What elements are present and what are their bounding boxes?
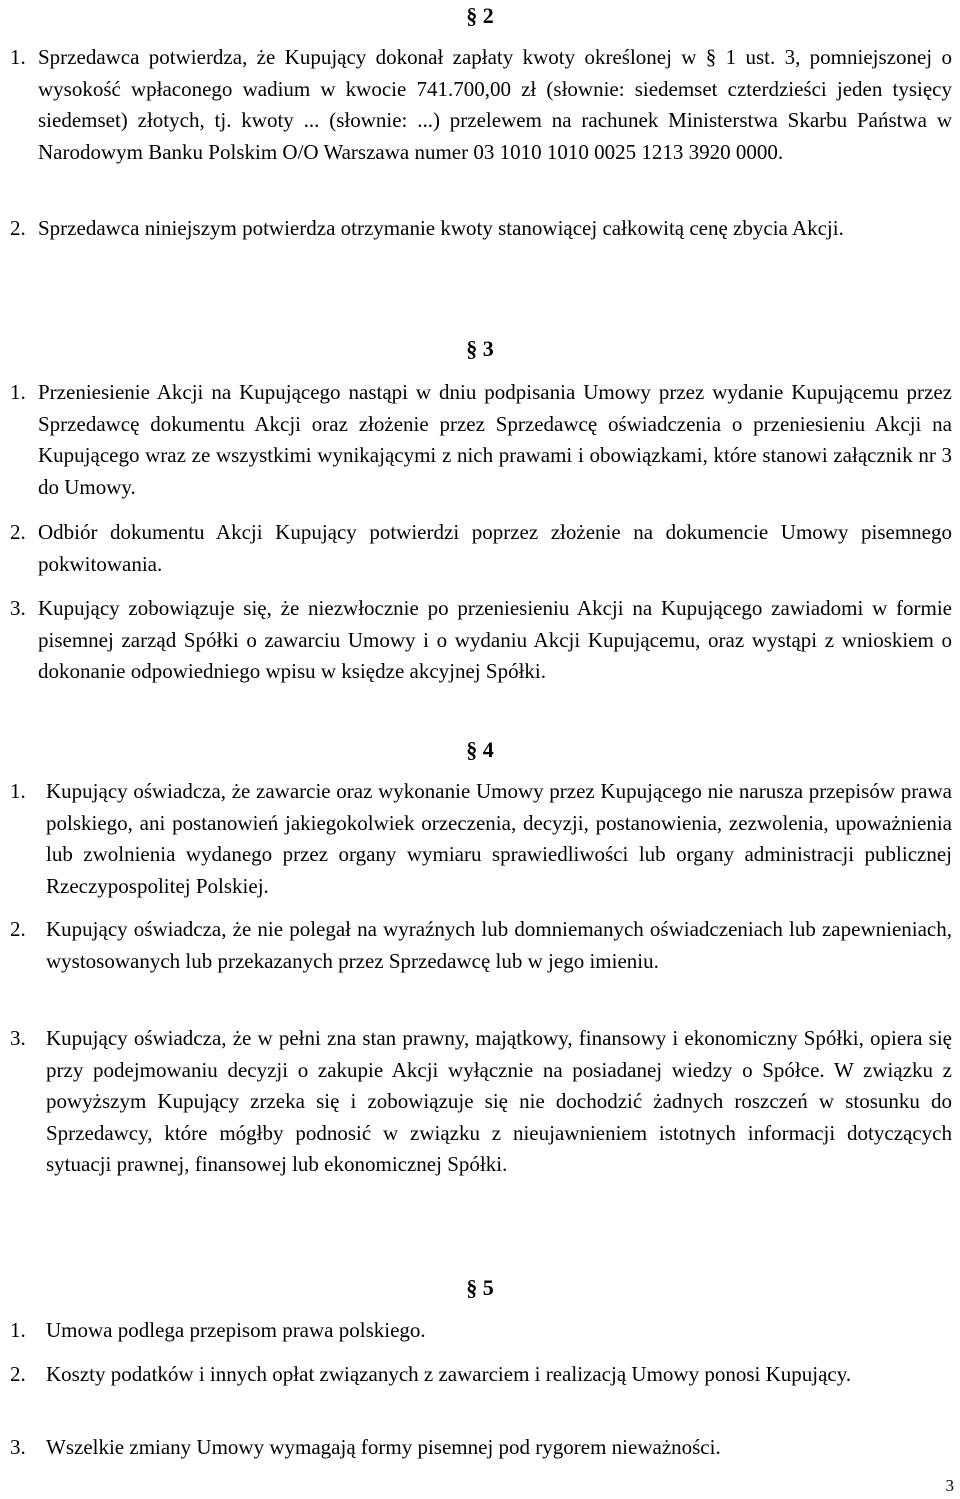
item-number: 1. [10, 1318, 26, 1342]
section-title: § 3 [466, 336, 494, 361]
list-item [10, 213, 952, 245]
item-text: Przeniesienie Akcji na Kupującego nastąpi w dniu podpisania Umowy przez wydanie Kupującemu przez Sprzedawcę dokumentu Akcji oraz złożenie przez Sprzedawcę oświadczenia o przeniesieniu Akcji na Kupującego wraz ze wszystkimi wynikającymi z nich prawami i obowiązkami, które stanowi załącznik nr 3 do Umowy. [38, 380, 952, 499]
item-number: 1. [10, 45, 26, 69]
page-number: 3 [945, 1476, 954, 1495]
list-item [10, 517, 952, 580]
item-number: 2. [10, 917, 26, 941]
list-item [10, 1359, 952, 1391]
list-item [10, 593, 952, 688]
item-number: 1. [10, 380, 26, 404]
list-item [10, 914, 952, 977]
list-item [10, 1315, 952, 1347]
item-number: 1. [10, 779, 26, 803]
item-number: 3. [10, 1435, 26, 1459]
list-item [10, 1432, 952, 1464]
item-text: Kupujący oświadcza, że w pełni zna stan prawny, majątkowy, finansowy i ekonomiczny Spółki, opiera się przy podejmowaniu decyzji o zakupie Akcji wyłącznie na posiadanej wiedzy o Spółce. W związku z powyższym Kupujący zrzeka się i zobowiązuje się nie dochodzić żadnych roszczeń w stosunku do Sprzedawcy, które mógłby podnosić w związku z nieujawnieniem istotnych informacji dotyczących sytuacji prawnej, finansowej lub ekonomicznej Spółki. [46, 1026, 952, 1177]
item-number: 2. [10, 216, 26, 240]
item-number: 3. [10, 1026, 26, 1050]
item-text: Sprzedawca potwierdza, że Kupujący dokonał zapłaty kwoty określonej w § 1 ust. 3, pomniejszonej o wysokość wpłaconego wadium w kwocie 741.700,00 zł (słownie: siedemset czterdzieści jeden tysięcy siedemset) złotych, tj. kwoty ... (słownie: ...) przelewem na rachunek Ministerstwa Skarbu Państwa w Narodowym Banku Polskim O/O Warszawa numer 03 1010 1010 0025 1213 3920 0000. [38, 45, 952, 164]
item-text: Wszelkie zmiany Umowy wymagają formy pisemnej pod rygorem nieważności. [46, 1435, 721, 1459]
list-item [10, 377, 952, 503]
item-text: Kupujący oświadcza, że nie polegał na wyraźnych lub domniemanych oświadczeniach lub zapewnieniach, wystosowanych lub przekazanych przez Sprzedawcę lub w jego imieniu. [46, 917, 952, 973]
list-item [10, 776, 952, 902]
list-item [10, 1023, 952, 1181]
section-title: § 2 [466, 3, 494, 28]
item-text: Kupujący zobowiązuje się, że niezwłocznie po przeniesieniu Akcji na Kupującego zawiadomi w formie pisemnej zarząd Spółki o zawarciu Umowy i o wydaniu Akcji Kupującemu, oraz wystąpi z wnioskiem o dokonanie odpowiedniego wpisu w księdze akcyjnej Spółki. [38, 596, 952, 684]
item-number: 2. [10, 520, 26, 544]
item-text: Odbiór dokumentu Akcji Kupujący potwierdzi poprzez złożenie na dokumencie Umowy pisemnego pokwitowania. [38, 520, 952, 576]
item-text: Kupujący oświadcza, że zawarcie oraz wykonanie Umowy przez Kupującego nie narusza przepisów prawa polskiego, ani postanowień jakiegokolwiek orzeczenia, decyzji, postanowienia, zezwolenia, upoważnienia lub zwolnienia wydanego przez organy wymiaru sprawiedliwości lub organy administracji publicznej Rzeczypospolitej Polskiej. [46, 779, 952, 898]
item-number: 3. [10, 596, 26, 620]
item-number: 2. [10, 1362, 26, 1386]
section-title: § 5 [466, 1275, 494, 1300]
item-text: Sprzedawca niniejszym potwierdza otrzymanie kwoty stanowiącej całkowitą cenę zbycia Akcji. [38, 216, 844, 240]
item-text: Koszty podatków i innych opłat związanych z zawarciem i realizacją Umowy ponosi Kupujący. [46, 1362, 852, 1386]
list-item [10, 42, 952, 168]
item-text: Umowa podlega przepisom prawa polskiego. [46, 1318, 426, 1342]
section-title: § 4 [466, 737, 494, 762]
